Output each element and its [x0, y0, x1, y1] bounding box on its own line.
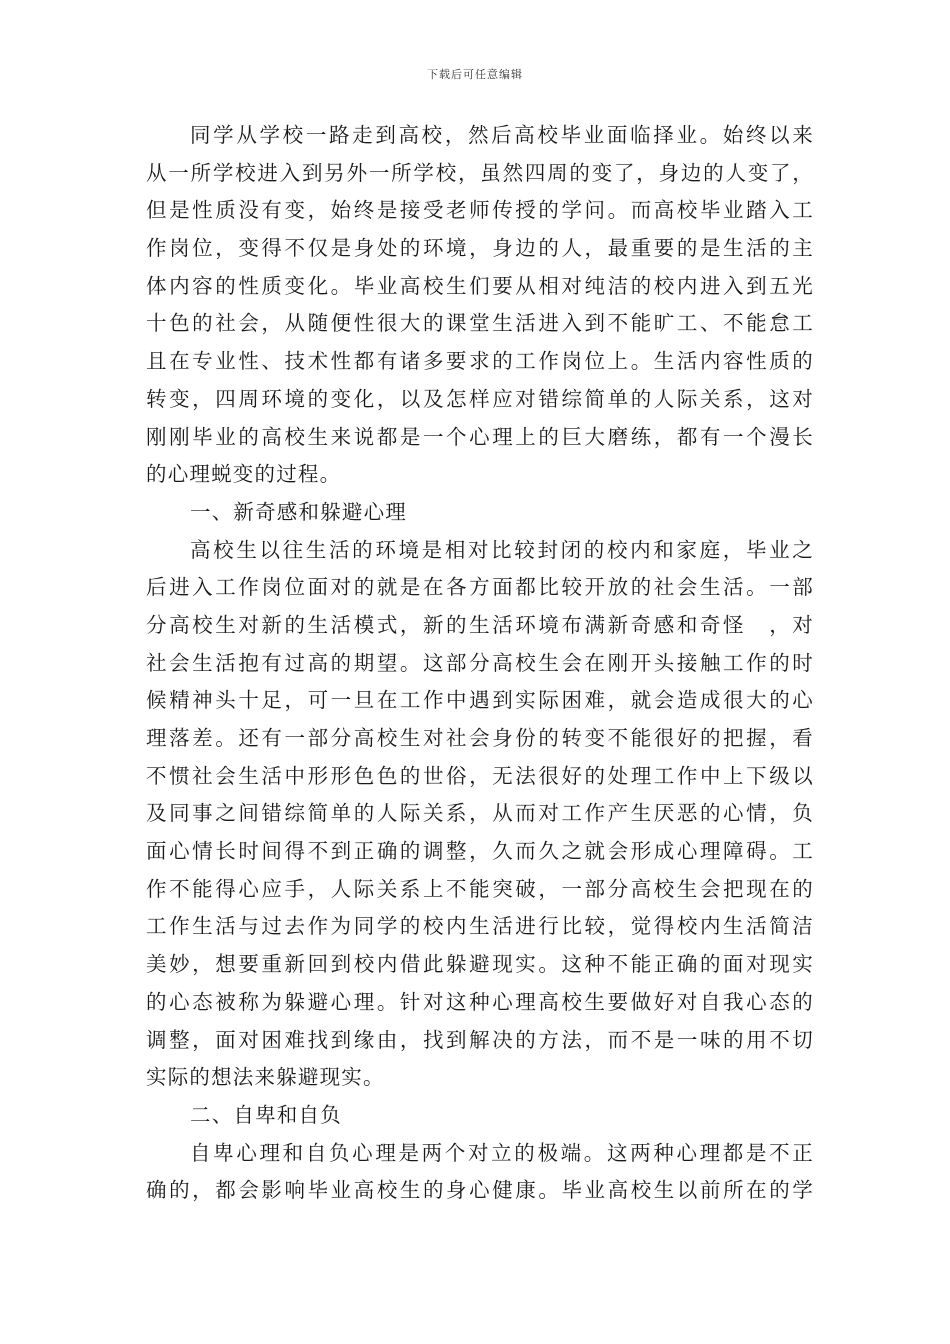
- text-line: 从一所学校进入到另外一所学校，虽然四周的变了，身边的人变了，: [146, 160, 814, 185]
- text-line: 作不能得心应手，人际关系上不能突破，一部分高校生会把现在的: [146, 876, 814, 901]
- text-line: 高校生以往生活的环境是相对比较封闭的校内和家庭，毕业之: [190, 537, 814, 562]
- section-heading: 二、自卑和自负: [190, 1102, 342, 1127]
- text-line: 及同事之间错综简单的人际关系，从而对工作产生厌恶的心情，负: [146, 801, 814, 826]
- section-heading: 一、新奇感和躲避心理: [190, 499, 407, 524]
- text-line: 体内容的性质变化。毕业高校生们要从相对纯洁的校内进入到五光: [146, 273, 814, 298]
- text-line: 且在专业性、技术性都有诸多要求的工作岗位上。生活内容性质的: [146, 349, 814, 374]
- text-line: 刚刚毕业的高校生来说都是一个心理上的巨大磨练，都有一个漫长: [146, 424, 814, 449]
- text-line: 工作生活与过去作为同学的校内生活进行比较，觉得校内生活简洁: [146, 914, 814, 939]
- text-line: 理落差。还有一部分高校生对社会身份的转变不能很好的把握，看: [146, 726, 814, 750]
- header-note: 下载后可任意编辑: [427, 68, 523, 81]
- text-line: 不惯社会生活中形形色色的世俗，无法很好的处理工作中上下级以: [146, 763, 814, 788]
- text-line: 面心情长时间得不到正确的调整，久而久之就会形成心理障碍。工: [146, 839, 814, 864]
- text-line: 分高校生对新的生活模式，新的生活环境布满新奇感和奇怪 ，对: [146, 612, 814, 637]
- text-line: 调整，面对困难找到缘由，找到解决的方法，而不是一味的用不切: [146, 1027, 814, 1052]
- text-line: 的心态被称为躲避心理。针对这种心理高校生要做好对自我心态的: [146, 989, 814, 1014]
- text-line: 的心理蜕变的过程。: [146, 462, 342, 487]
- text-line: 实际的想法来躲避现实。: [146, 1065, 385, 1090]
- text-line: 候精神头十足，可一旦在工作中遇到实际困难，就会造成很大的心: [146, 688, 814, 713]
- text-line: 后进入工作岗位面对的就是在各方面都比较开放的社会生活。一部: [146, 575, 814, 600]
- text-line: 美妙，想要重新回到校内借此躲避现实。这种不能正确的面对现实: [146, 952, 814, 977]
- text-line: 作岗位，变得不仅是身处的环境，身边的人，最重要的是生活的主: [146, 236, 814, 261]
- text-line: 十色的社会，从随便性很大的课堂生活进入到不能旷工、不能怠工: [146, 311, 814, 336]
- text-line: 转变，四周环境的变化，以及怎样应对错综简单的人际关系，这对: [146, 386, 814, 411]
- text-line: 社会生活抱有过高的期望。这部分高校生会在刚开头接触工作的时: [146, 650, 814, 675]
- text-line: 确的，都会影响毕业高校生的身心健康。毕业高校生以前所在的学: [146, 1178, 814, 1203]
- text-line: 但是性质没有变，始终是接受老师传授的学问。而高校毕业踏入工: [146, 198, 814, 223]
- text-line: 同学从学校一路走到高校，然后高校毕业面临择业。始终以来: [190, 123, 814, 147]
- text-line: 自卑心理和自负心理是两个对立的极端。这两种心理都是不正: [190, 1140, 814, 1165]
- document-body: [146, 117, 814, 1210]
